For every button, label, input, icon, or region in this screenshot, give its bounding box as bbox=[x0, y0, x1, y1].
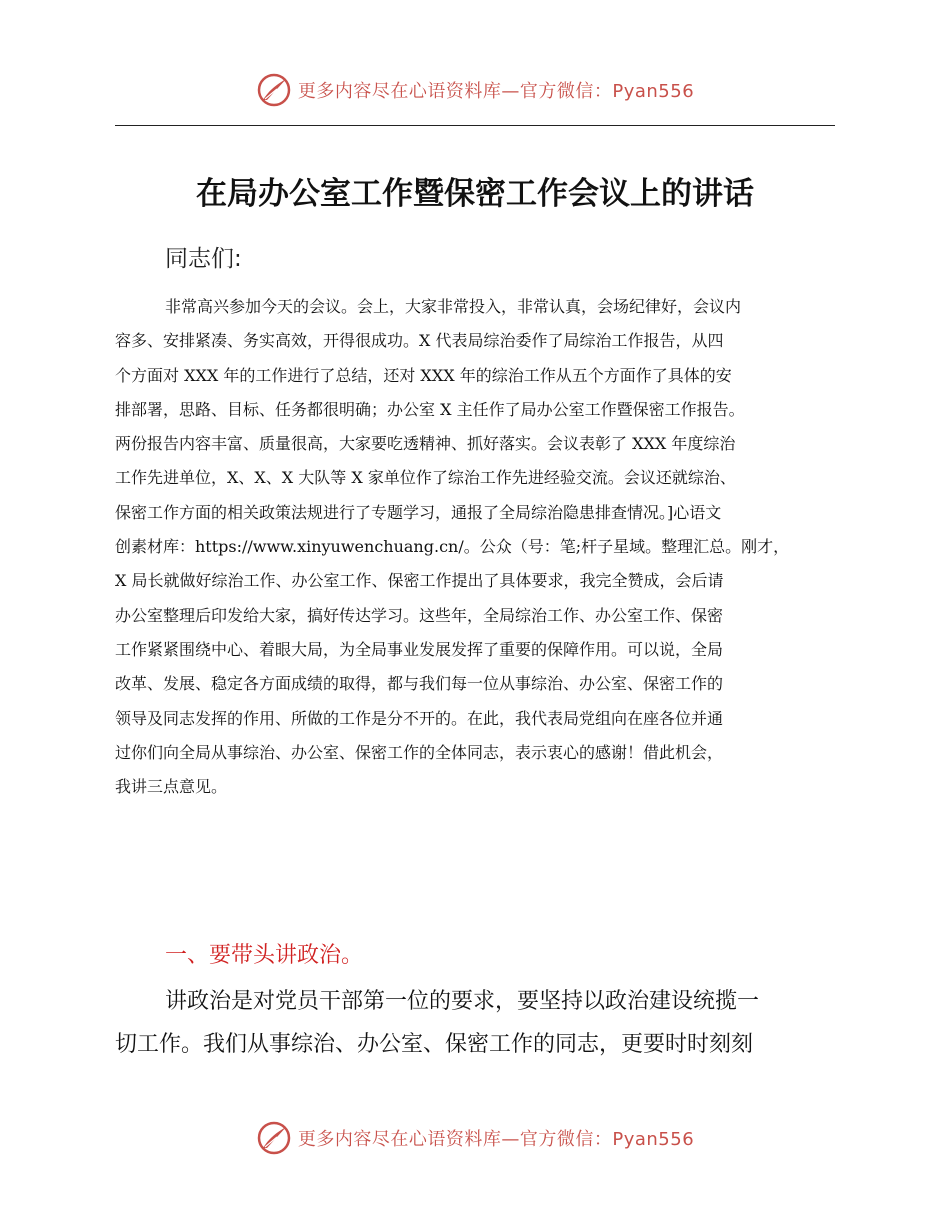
header-banner bbox=[0, 70, 950, 110]
paragraph-line: 过你们向全局从事综治、办公室、保密工作的全体同志，表示衷心的感谢！借此机会， bbox=[115, 742, 724, 762]
paragraph-line: 个方面对 XXX 年的工作进行了总结，还对 XXX 年的综治工作从五个方面作了具体的安 bbox=[115, 365, 732, 385]
paragraph-line: 讲政治是对党员干部第一位的要求，要坚持以政治建设统揽一 bbox=[165, 989, 760, 1014]
paragraph-line: 办公室整理后印发给大家，搞好传达学习。这些年，全局综治工作、办公室工作、保密 bbox=[115, 605, 724, 625]
footer-banner bbox=[0, 1118, 950, 1158]
paragraph-1 bbox=[115, 290, 840, 804]
paragraph-line: X 局长就做好综治工作、办公室工作、保密工作提出了具体要求，我完全赞成，会后请 bbox=[115, 571, 724, 591]
paragraph-line: 工作紧紧围绕中心、着眼大局，为全局事业发展发挥了重要的保障作用。可以说，全局 bbox=[115, 639, 724, 659]
header-divider bbox=[115, 125, 835, 126]
header-banner-text: 更多内容尽在心语资料库—官方微信：Pyan556 bbox=[297, 81, 695, 102]
paragraph-line: 我讲三点意见。 bbox=[115, 777, 228, 797]
paragraph-line: 容多、安排紧凑、务实高效，开得很成功。X 代表局综治委作了局综治工作报告，从四 bbox=[115, 331, 724, 351]
paragraph-line: 改革、发展、稳定各方面成绩的取得，都与我们每一位从事综治、办公室、保密工作的 bbox=[115, 674, 724, 694]
paragraph-2 bbox=[115, 980, 845, 1066]
section-heading-1: 一、要带头讲政治。 bbox=[165, 943, 364, 968]
paragraph-line: 排部署，思路、目标、任务都很明确；办公室 X 主任作了局办公室工作暨保密工作报告。 bbox=[115, 399, 745, 419]
paragraph-line: 领导及同志发挥的作用、所做的工作是分不开的。在此，我代表局党组向在座各位并通 bbox=[115, 708, 724, 728]
document-title: 在局办公室工作暨保密工作会议上的讲话 bbox=[196, 176, 754, 212]
paragraph-line: 工作先进单位，X、X、X 大队等 X 家单位作了综治工作先进经验交流。会议还就综治、 bbox=[115, 468, 736, 488]
quill-pen-logo-icon bbox=[256, 72, 292, 108]
quill-pen-logo-icon bbox=[256, 1120, 292, 1156]
footer-banner-text: 更多内容尽在心语资料库—官方微信：Pyan556 bbox=[297, 1129, 695, 1150]
paragraph-line: 非常高兴参加今天的会议。会上，大家非常投入，非常认真，会场纪律好，会议内 bbox=[165, 297, 742, 316]
paragraph-line: 保密工作方面的相关政策法规进行了专题学习，通报了全局综治隐患排查情况。]心语文 bbox=[115, 502, 722, 522]
salutation: 同志们: bbox=[165, 246, 242, 272]
paragraph-line: 两份报告内容丰富、质量很高，大家要吃透精神、抓好落实。会议表彰了 XXX 年度综治 bbox=[115, 434, 736, 454]
paragraph-line: 创素材库：https://www.xinyuwenchuang.cn/。公众（号：笔;杆子星域。整理汇总。刚才， bbox=[115, 537, 790, 557]
paragraph-line: 切工作。我们从事综治、办公室、保密工作的同志，更要时时刻刻 bbox=[115, 1032, 754, 1057]
